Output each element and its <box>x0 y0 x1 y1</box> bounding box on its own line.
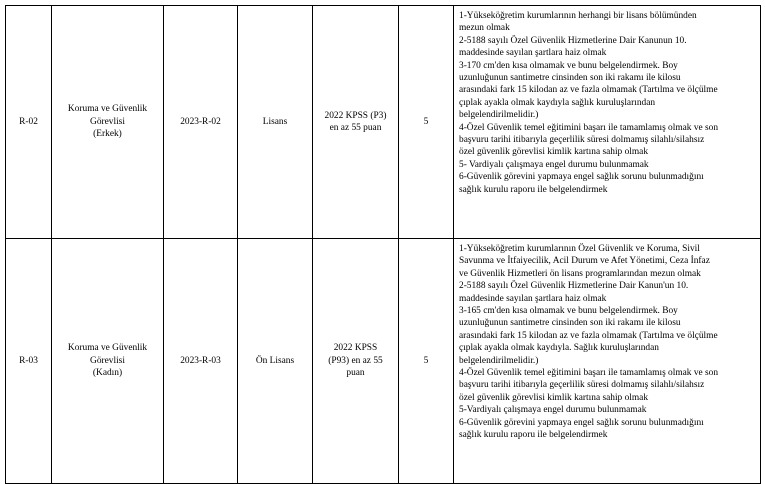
education-level-cell <box>238 239 313 484</box>
requirement-line: 5-Vardiyalı çalışmaya engel durumu bulunmamak <box>459 405 647 416</box>
kpss-line: puan <box>346 368 365 379</box>
requirement-line: arasındaki fark 15 kilodan az ve fazla olmamak (Tartılma ve ölçülme <box>459 85 718 96</box>
kpss-line: (P93) en az 55 <box>328 355 383 366</box>
kpss-requirement-cell <box>313 6 399 239</box>
position-code: 2023-R-02 <box>180 116 221 127</box>
position-title-line: (Erkek) <box>93 129 122 140</box>
quota: 5 <box>423 355 429 366</box>
position-title-line: Görevlisi <box>90 355 125 366</box>
requirement-line: ve Güvenlik Hizmetleri ön lisans programlarından mezun olmak <box>459 268 701 279</box>
requirement-line: 1-Yükseköğretim kurumlarının herhangi bir lisans bölümünden <box>459 11 697 21</box>
requirement-line: çıplak ayakla olmak kaydıyla. Sağlık kuruluşlarından <box>459 343 659 354</box>
requirement-line: belgelendirilmelidir.) <box>459 110 539 121</box>
row-code-cell <box>6 6 52 239</box>
requirement-line: özel güvenlik görevlisi kimlik kartına sahip olmak <box>459 392 649 403</box>
position-title-cell <box>52 6 164 239</box>
position-title-line: Koruma ve Güvenlik <box>67 104 148 115</box>
position-title-line: (Kadın) <box>92 368 123 379</box>
kpss-line: en az 55 puan <box>329 123 382 133</box>
requirement-line: 4-Özel Güvenlik temel eğitimini başarı ile tamamlamış olmak ve son <box>459 122 719 133</box>
kpss-requirement-cell <box>313 239 399 484</box>
requirement-line: maddesinde sayılan şartlara haiz olmak <box>459 293 607 304</box>
requirement-line: 5- Vardiyalı çalışmaya engel durumu bulunmamak <box>459 159 649 170</box>
table-row <box>6 6 761 239</box>
position-code-cell <box>164 6 238 239</box>
education-level: Lisans <box>262 116 288 127</box>
quota-cell <box>399 6 454 239</box>
education-level: Ön Lisans <box>255 355 295 366</box>
requirement-line: arasındaki fark 15 kilodan az ve fazla olmamak (Tartılma ve ölçülme <box>459 330 718 341</box>
requirement-line: özel güvenlik görevlisi kimlik kartına sahip olmak <box>459 147 649 158</box>
requirement-line: mezun olmak <box>459 23 510 34</box>
position-title-line: Koruma ve Güvenlik <box>67 343 148 354</box>
position-code-cell <box>164 239 238 484</box>
requirement-line: Savunma ve İtfaiyecilik, Acil Durum ve Afet Yönetimi, Ceza İnfaz <box>459 256 710 267</box>
requirements-cell <box>454 6 761 239</box>
requirement-line: 3-170 cm'den kısa olmamak ve bunu belgelendirmek. Boy <box>459 60 678 71</box>
quota-cell <box>399 239 454 484</box>
requirement-line: 6-Güvenlik görevini yapmaya engel sağlık sorunu bulunmadığını <box>459 172 704 183</box>
requirement-line: uzunluğunun santimetre cinsinden son iki rakamı ile kilosu <box>459 318 681 329</box>
requirement-line: sağlık kurulu raporu ile belgelendirmek <box>459 430 608 441</box>
requirement-line: 2-5188 sayılı Özel Güvenlik Hizmetlerine Dair Kanunun 10. <box>459 35 687 46</box>
requirement-line: maddesinde sayılan şartlara haiz olmak <box>459 48 607 59</box>
requirement-line: belgelendirilmelidir.) <box>459 355 539 366</box>
requirement-line: 4-Özel Güvenlik temel eğitimini başarı ile tamamlamış olmak ve son <box>459 368 719 379</box>
requirement-line: 1-Yükseköğretim kurumlarının Özel Güvenlik ve Koruma, Sivil <box>459 244 700 254</box>
table-row <box>6 239 761 484</box>
requirement-line: sağlık kurulu raporu ile belgelendirmek <box>459 184 608 195</box>
requirement-line: çıplak ayakla olmak kaydıyla sağlık kuruluşlarından <box>459 97 656 108</box>
requirement-line: uzunluğunun santimetre cinsinden son iki rakamı ile kilosu <box>459 73 681 84</box>
position-code: 2023-R-03 <box>180 355 221 366</box>
row-code: R-03 <box>19 355 38 366</box>
requirement-line: başvuru tarihi itibarıyla geçerlilik süresi dolmamış silahlı/silahsız <box>459 380 705 391</box>
requirement-line: başvuru tarihi itibarıyla geçerlilik süresi dolmamış silahlı/silahsız <box>459 135 705 146</box>
row-code-cell <box>6 239 52 484</box>
positions-table <box>5 5 761 484</box>
education-level-cell <box>238 6 313 239</box>
requirements-cell <box>454 239 761 484</box>
row-code: R-02 <box>19 116 38 127</box>
kpss-line: 2022 KPSS <box>333 343 378 354</box>
quota: 5 <box>423 116 429 127</box>
position-title-line: Görevlisi <box>90 116 125 127</box>
position-title-cell <box>52 239 164 484</box>
requirement-line: 2-5188 sayılı Özel Güvenlik Hizmetlerine Dair Kanun'un 10. <box>459 281 689 292</box>
requirement-line: 3-165 cm'den kısa olmamak ve bunu belgelendirmek. Boy <box>459 306 678 317</box>
requirement-line: 6-Güvenlik görevini yapmaya engel sağlık sorunu bulunmadığını <box>459 417 704 428</box>
kpss-line: 2022 KPSS (P3) <box>324 110 387 121</box>
